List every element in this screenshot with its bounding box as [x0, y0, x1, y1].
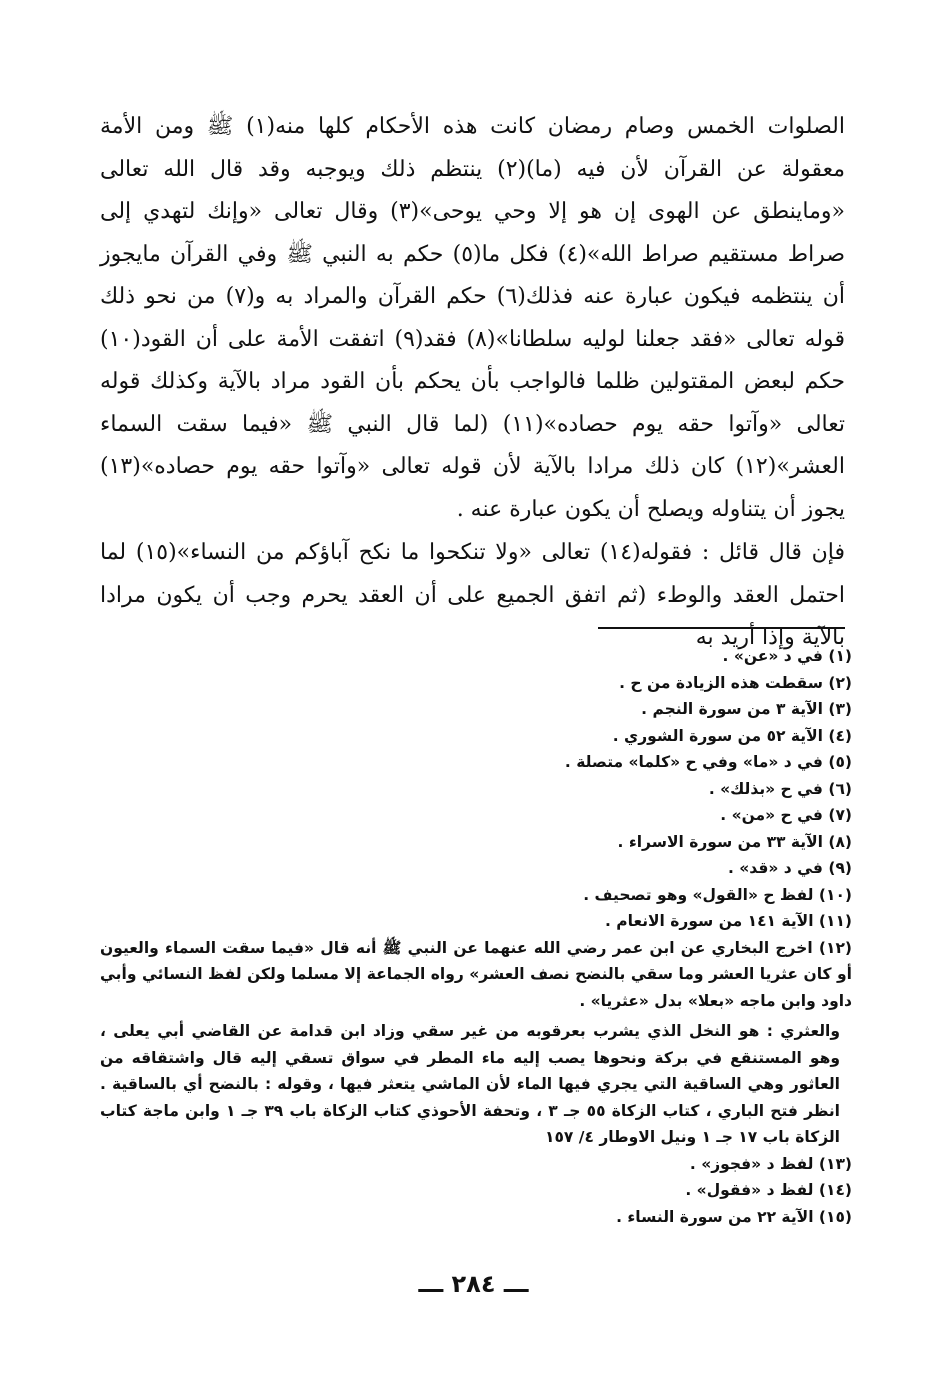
- footnote: (٤) الآية ٥٢ من سورة الشوري .: [612, 726, 852, 745]
- footnote: (١٢) اخرج البخاري عن ابن عمر رضي الله عنهما عن النبي ﷺ أنه قال «فيما سقت السماء والعيون أو كان عثريا العشر وما سقي بالنضح نصف العشر» رواه الجماعة إلا مسلما ولكن لفظ النسائي وأبي داود وابن ماجه «بعلا» بدل «عثريا» .: [100, 938, 852, 1010]
- second-paragraph: فإن قال قائل : فقوله(١٤) تعالى «ولا تنكحوا ما نكح آباؤكم من النساء»(١٥) لما احتمل العقد والوطء (ثم اتفق الجميع على أن العقد يحرم وجب أن يكون مرادا بالآية وإذا أريد به: [100, 540, 846, 650]
- footnote-continuation: والعثري : هو النخل الذي يشرب بعرقوبه من غير سقي وزاد ابن قدامة عن القاضي أبي يعلى ، وهو المستنقع في بركة ونحوها يصب إليه ماء المطر في سواق تسقي إليه قال واشتقاقه من العاثور وهي الساقية التي يجري فيها الماء لأن الماشي يتعثر فيها ، وقوله : بالنضح أي بالساقية . انظر فتح الباري ، كتاب الزكاة ٥٥ جـ ٣ ، وتحفة الأحوذي كتاب الزكاة باب ٣٩ جـ ١ وابن ماجة كتاب الزكاة باب ١٧ جـ ١ ونيل الاوطار ٤/ ١٥٧: [100, 1022, 840, 1146]
- footnote: (١١) الآية ١٤١ من سورة الانعام .: [604, 912, 852, 930]
- footnote: (١٣) لفظ د «فجوز» .: [689, 1154, 852, 1173]
- footnote: (٧) في ح «من» .: [720, 806, 852, 824]
- main-paragraph: الصلوات الخمس وصام رمضان كانت هذه الأحكام كلها منه(١) ﷺ ومن الأمة معقولة عن القرآن لأن فيه (ما)(٢) ينتظم ذلك ويوجبه وقد قال الله تعالى «وماينطق عن الهوى إن هو إلا وحي يوحى»(٣) وقال تعالى «وإنك لتهدي إلى صراط مستقيم صراط الله»(٤) فكل ما(٥) حكم به النبي ﷺ وفي القرآن مايجوز أن ينتظمه فيكون عبارة عنه فذلك(٦) حكم القرآن والمراد به و(٧) من نحو ذلك قوله تعالى «فقد جعلنا لوليه سلطانا»(٨) فقد(٩) اتفقت الأمة على أن القود(١٠) حكم لبعض المقتولين ظلما فالواجب بأن يحكم بأن القود مراد بالآية وكذلك قوله تعالى «وآتوا حقه يوم حصاده»(١١) (لما قال النبي ﷺ «فيما سقت السماء العشر»(١٢) كان ذلك مرادا بالآية لأن قوله تعالى «وآتوا حقه يوم حصاده»(١٣) يجوز أن يتناوله ويصلح أن يكون عبارة عنه .: [100, 114, 846, 522]
- footnote: (٩) في د «قد» .: [727, 859, 852, 877]
- footnote: (١) في د «عن» .: [722, 647, 852, 665]
- footnotes-list: [100, 643, 852, 1230]
- footnote: (٥) في د «ما» وفي ح «كلما» متصلة .: [564, 753, 852, 771]
- footnote: (٢) سقطت هذه الزيادة من ح .: [619, 673, 852, 692]
- footnote: (١٥) الآية ٢٢ من سورة النساء .: [616, 1207, 852, 1226]
- page-number: ـــ ٢٨٤ ـــ: [418, 1270, 529, 1298]
- footnote: (١٠) لفظ ح «القول» وهو تصحيف .: [583, 885, 852, 904]
- footnote: (٣) الآية ٣ من سورة النجم .: [641, 700, 852, 718]
- footnote-separator: [598, 627, 845, 629]
- footnote: (١٤) لفظ د «فقول» .: [685, 1181, 852, 1199]
- footnote: (٦) في ح «بذلك» .: [708, 779, 852, 798]
- footnote: (٨) الآية ٣٣ من سورة الاسراء .: [617, 832, 852, 851]
